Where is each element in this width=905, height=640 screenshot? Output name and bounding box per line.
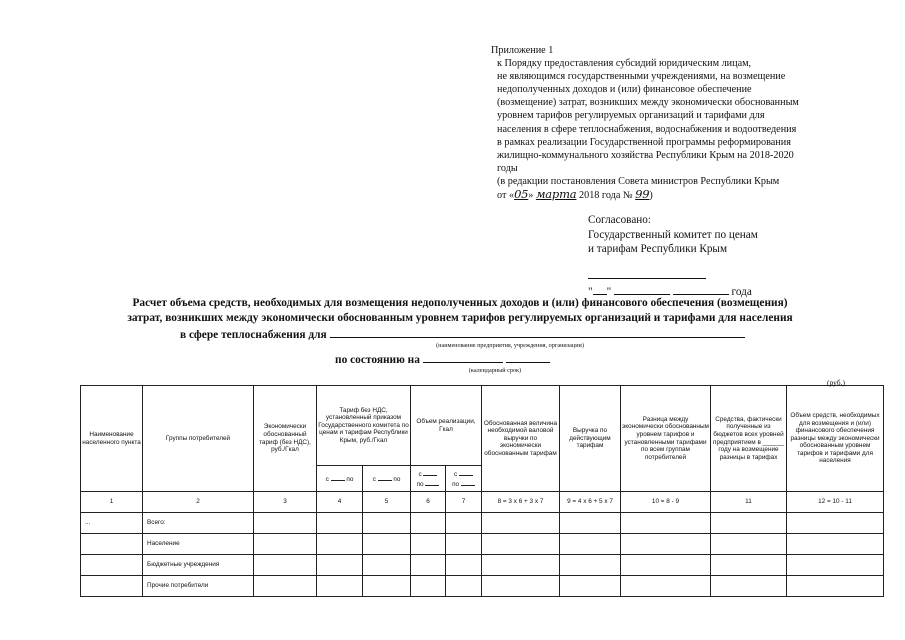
appendix-line: (возмещение) затрат, возникших между экономически обоснованным — [497, 97, 799, 109]
approval-signature-line[interactable] — [588, 267, 758, 284]
table-row — [81, 513, 884, 534]
data-cell[interactable] — [254, 534, 317, 555]
header-sales-volume: Объем реализации, Гкал — [411, 386, 482, 466]
table-row — [81, 534, 884, 555]
data-cell[interactable] — [621, 576, 711, 597]
column-number: 10 = 8 - 9 — [621, 492, 711, 513]
data-cell[interactable] — [411, 576, 446, 597]
document-title — [60, 296, 860, 343]
approval-date-line[interactable]: " " года — [588, 283, 758, 300]
as-of-label: по состоянию на — [335, 354, 420, 366]
row-settlement — [81, 555, 143, 576]
appendix-line: в рамках реализации Государственной программы реформирования — [497, 136, 791, 148]
data-cell[interactable] — [560, 555, 621, 576]
data-cell[interactable] — [560, 534, 621, 555]
title-line3: в сфере теплоснабжения для — [180, 326, 860, 343]
column-number: 11 — [711, 492, 787, 513]
approval-org-line2: и тарифам Республики Крым — [588, 243, 728, 255]
subheader-period: с по — [446, 466, 482, 492]
organization-name-field[interactable] — [330, 326, 745, 338]
approval-block — [588, 213, 758, 300]
data-cell[interactable] — [254, 576, 317, 597]
data-cell[interactable] — [787, 555, 884, 576]
row-settlement — [81, 534, 143, 555]
header-budget-funds: Средства, фактически полученные из бюджетов всех уровней предприятием в ______ году на возмещение разницы в тарифах — [711, 386, 787, 492]
data-cell[interactable] — [363, 534, 411, 555]
header-current-revenue: Выручка по действующим тарифам — [560, 386, 621, 492]
data-cell[interactable] — [254, 555, 317, 576]
data-cell[interactable] — [446, 534, 482, 555]
column-number: 2 — [143, 492, 254, 513]
title-line2: затрат, возникших между экономически обоснованным уровнем тарифов регулируемых организаций и тарифами для населения — [127, 312, 793, 324]
data-cell[interactable] — [711, 513, 787, 534]
approval-agreed: Согласовано: — [588, 214, 651, 226]
header-set-tariff: Тариф без НДС, установленный приказом Государственного комитета по ценам и тарифам Республики Крым, руб./Гкал — [317, 386, 411, 466]
data-cell[interactable] — [482, 534, 560, 555]
row-settlement: ... — [81, 513, 143, 534]
subheader-period: с по — [363, 466, 411, 492]
table-row — [81, 555, 884, 576]
data-cell[interactable] — [482, 555, 560, 576]
row-group-label: Прочие потребители — [143, 576, 254, 597]
unit-label: (руб.) — [827, 378, 845, 387]
header-row — [81, 386, 884, 466]
edition-mid: » — [528, 190, 534, 202]
appendix-line: населения в сфере теплоснабжения, водоснабжения и водоотведения — [497, 123, 797, 135]
edition-month: марта — [535, 187, 577, 202]
header-tariff-difference: Разница между экономически обоснованным уровнем тарифов и установленными тарифами по всем группам потребителей — [621, 386, 711, 492]
data-cell[interactable] — [482, 513, 560, 534]
column-number: 8 = 3 x 6 + 3 x 7 — [482, 492, 560, 513]
data-cell[interactable] — [711, 534, 787, 555]
data-cell[interactable] — [482, 576, 560, 597]
row-group-label: Бюджетные учреждения — [143, 555, 254, 576]
data-cell[interactable] — [560, 576, 621, 597]
column-number: 5 — [363, 492, 411, 513]
data-cell[interactable] — [317, 555, 363, 576]
column-number-row — [81, 492, 884, 513]
data-cell[interactable] — [411, 513, 446, 534]
row-settlement — [81, 576, 143, 597]
data-cell[interactable] — [317, 576, 363, 597]
data-cell[interactable] — [787, 576, 884, 597]
data-cell[interactable] — [787, 534, 884, 555]
header-settlement: Наименование населенного пункта — [81, 386, 143, 492]
data-cell[interactable] — [446, 513, 482, 534]
appendix-block — [491, 44, 861, 202]
column-number: 3 — [254, 492, 317, 513]
appendix-line: годы — [497, 162, 518, 174]
calculation-table — [80, 385, 884, 597]
row-group-label: Всего: — [143, 513, 254, 534]
header-required-funds: Объем средств, необходимых для возмещения и (или) финансового обеспечения разницы между экономически обоснованным уровнем тарифов и тарифами для населения — [787, 386, 884, 492]
appendix-line: недополученных доходов и (или) финансовое обеспечение — [497, 84, 752, 96]
row-group-label: Население — [143, 534, 254, 555]
approval-org-line1: Государственный комитет по ценам — [588, 228, 758, 241]
as-of-date-field[interactable] — [423, 351, 503, 363]
column-number: 7 — [446, 492, 482, 513]
data-cell[interactable] — [711, 576, 787, 597]
header-consumer-groups: Группы потребителей — [143, 386, 254, 492]
column-number: 1 — [81, 492, 143, 513]
data-cell[interactable] — [446, 555, 482, 576]
data-cell[interactable] — [621, 534, 711, 555]
organization-caption: (наименование предприятия, учреждения, организации) — [436, 342, 584, 349]
edition-date-line — [497, 188, 861, 202]
data-cell[interactable] — [711, 555, 787, 576]
appendix-line: уровнем тарифов регулируемых организаций и тарифами для — [497, 110, 765, 122]
data-cell[interactable] — [621, 555, 711, 576]
data-cell[interactable] — [254, 513, 317, 534]
subheader-period: с по — [317, 466, 363, 492]
table-row — [81, 576, 884, 597]
data-cell[interactable] — [411, 534, 446, 555]
data-cell[interactable] — [446, 576, 482, 597]
edition-prefix: от « — [497, 190, 515, 202]
subheader-period: с по — [411, 466, 446, 492]
data-cell[interactable] — [363, 576, 411, 597]
appendix-line: жилищно-коммунального хозяйства Республики Крым на 2018-2020 — [497, 149, 794, 161]
as-of-date-field-2[interactable] — [506, 351, 550, 363]
appendix-line: к Порядку предоставления субсидий юридическим лицам, — [497, 58, 752, 70]
period-caption: (календарный срок) — [468, 367, 522, 374]
approval-date-year: года — [731, 286, 752, 298]
column-number: 12 = 10 - 11 — [787, 492, 884, 513]
data-cell[interactable] — [787, 513, 884, 534]
data-cell[interactable] — [363, 513, 411, 534]
column-number: 9 = 4 x 6 + 5 x 7 — [560, 492, 621, 513]
data-cell[interactable] — [621, 513, 711, 534]
appendix-line: (в редакции постановления Совета министров Республики Крым — [497, 175, 780, 187]
as-of-line — [335, 351, 550, 366]
appendix-line: Приложение 1 — [491, 45, 554, 56]
data-cell[interactable] — [317, 513, 363, 534]
column-number: 6 — [411, 492, 446, 513]
edition-number: 99 — [635, 187, 650, 202]
data-cell[interactable] — [317, 534, 363, 555]
title-line1: Расчет объема средств, необходимых для возмещения недополученных доходов и (или) финансового обеспечения (возмещения) — [132, 297, 788, 309]
header-required-revenue: Обоснованная величина необходимой валовой выручки по экономически обоснованным тарифам — [482, 386, 560, 492]
edition-close: ) — [649, 190, 653, 202]
data-cell[interactable] — [560, 513, 621, 534]
data-cell[interactable] — [363, 555, 411, 576]
data-cell[interactable] — [411, 555, 446, 576]
edition-year: 2018 года № — [579, 190, 633, 202]
edition-day: 05 — [514, 187, 529, 202]
header-economic-tariff: Экономически обоснованный тариф (без НДС), руб./Гкал — [254, 386, 317, 492]
column-number: 4 — [317, 492, 363, 513]
appendix-line: не являющимся государственными учреждениями, на возмещение — [497, 71, 786, 83]
